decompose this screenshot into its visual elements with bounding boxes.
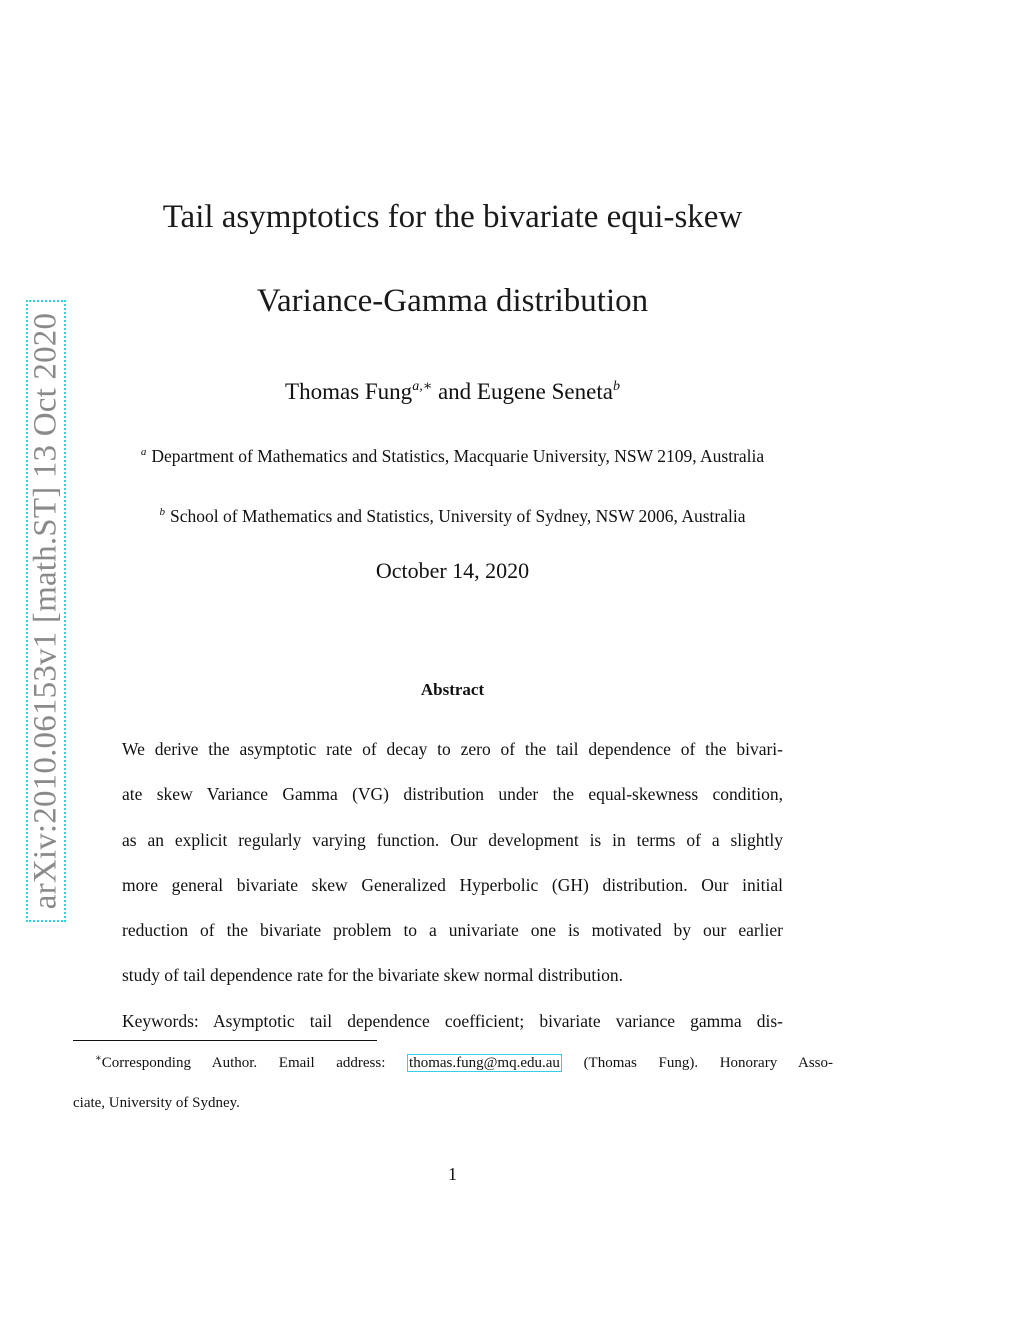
page-number: 1 [448, 1164, 457, 1184]
abstract-line: more general bivariate skew Generalized Hyperbolic (GH) distribution. Our initial [122, 874, 783, 895]
affiliation-a-text: Department of Mathematics and Statistics, Macquarie University, NSW 2109, Australia [151, 446, 765, 466]
abstract-line: We derive the asymptotic rate of decay to zero of the tail dependence of the bivari- [122, 739, 783, 759]
footnote-mark: ∗ [95, 1053, 102, 1064]
abstract-heading: Abstract [420, 680, 485, 699]
footnote [73, 1043, 833, 1123]
footnote-rule [73, 1040, 377, 1041]
author-list [0, 379, 905, 405]
footnote-prefix: Corresponding Author. Email address: [101, 1055, 386, 1071]
keywords-line: Keywords: Asymptotic tail dependence coefficient; bivariate variance gamma dis- [122, 1010, 783, 1031]
affiliation-b-text: School of Mathematics and Statistics, University of Sydney, NSW 2006, Australia [170, 506, 746, 526]
email-link[interactable]: thomas.fung@mq.edu.au [409, 1055, 560, 1071]
paper-date: October 14, 2020 [375, 558, 530, 583]
abstract-body [122, 727, 783, 1044]
title-line-2: Variance-Gamma distribution [256, 283, 649, 319]
footnote-line-1 [73, 1043, 833, 1083]
abstract-line: study of tail dependence rate for the bivariate skew normal distribution. [122, 965, 624, 986]
author-fung: Thomas Fung [285, 379, 413, 404]
title-line-1: Tail asymptotics for the bivariate equi-skew [162, 199, 743, 235]
footnote-line-2: ciate, University of Sydney. [73, 1095, 240, 1111]
affiliation-a [0, 446, 905, 467]
author-seneta-marks: b [612, 379, 620, 394]
author-connector: and [437, 379, 472, 404]
abstract-line: ate skew Variance Gamma (VG) distribution under the equal-skewness condition, [122, 784, 783, 805]
affiliation-b-mark: b [159, 506, 165, 518]
arxiv-identifier: arXiv:2010.06153v1 [math.ST] 13 Oct 2020 [27, 312, 64, 910]
abstract-line: reduction of the bivariate problem to a univariate one is motivated by our earlier [122, 920, 783, 941]
author-seneta: Eugene Seneta [476, 379, 613, 404]
affiliation-b [0, 506, 905, 527]
affiliation-a-mark: a [140, 446, 147, 458]
abstract-line: as an explicit regularly varying function. Our development is in terms of a slightly [122, 829, 783, 850]
author-fung-marks: a,∗ [412, 379, 433, 394]
footnote-suffix: (Thomas Fung). Honorary Asso- [583, 1055, 834, 1071]
